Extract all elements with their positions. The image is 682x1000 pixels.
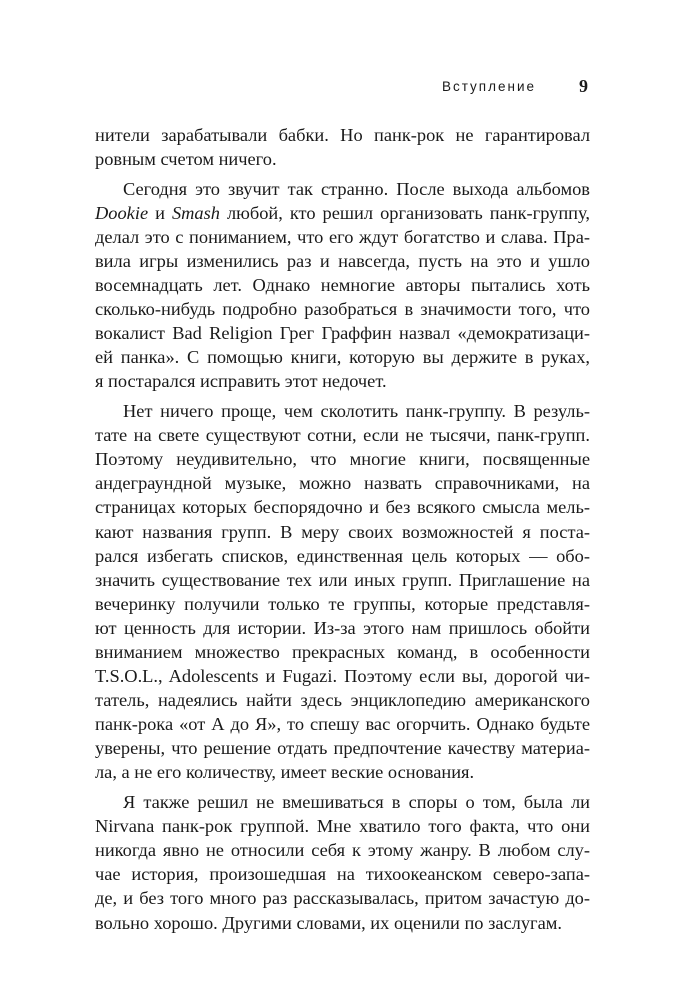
- text-line: де, и без того много раз рассказывалась, притом зачастую до-: [95, 888, 590, 909]
- text-line: вокалист Bad Religion Грег Граффин назвал «демократизаци-: [95, 323, 590, 344]
- paragraph: [95, 399, 590, 785]
- text-line: рался избегать списков, единственная цель которых — обо-: [95, 545, 590, 566]
- text-line: значить существование тех или иных групп. Приглашение на: [95, 569, 590, 590]
- text-line: ей панка». С помощью книги, которую вы держите в руках,: [95, 347, 590, 368]
- running-head: [0, 77, 588, 101]
- text-line: нители зарабатывали бабки. Но панк-рок не гарантировал: [95, 125, 590, 145]
- text-line: Я также решил не вмешиваться в споры о том, была ли: [123, 792, 590, 813]
- text-line: восемнадцать лет. Однако немногие авторы пытались хоть: [95, 275, 590, 296]
- text-line: андеграундной музыке, можно назвать справочниками, на: [95, 473, 590, 494]
- text-line: вечеринку получили только те группы, которые представля-: [95, 593, 590, 614]
- text-line: панк-рока «от А до Я», то спешу вас огорчить. Однако будьте: [95, 714, 590, 735]
- text-line: Сегодня это звучит так странно. После выхода альбомов: [123, 178, 590, 199]
- text-line: уверены, что решение отдать предпочтение качеству материа-: [95, 738, 590, 759]
- text-line: никогда явно не относили себя к этому жанру. В любом слу-: [95, 840, 590, 861]
- album-title: Dookie: [95, 202, 149, 223]
- text-line: ют ценность для истории. Из-за этого нам пришлось обойти: [95, 617, 590, 638]
- text-line: кают названия групп. В меру своих возможностей я поста-: [95, 521, 590, 542]
- text-line: сколько-нибудь подробно разобраться в значимости того, что: [95, 299, 590, 320]
- paragraph: [95, 123, 590, 171]
- album-title: Smash: [171, 202, 220, 223]
- text-line: вила игры изменились раз и навсегда, пусть на это и ушло: [95, 250, 590, 271]
- paragraph: [95, 790, 590, 935]
- text-line: татель, надеялись найти здесь энциклопедию американского: [95, 690, 590, 711]
- text-line: T.S.O.L., Adolescents и Fugazi. Поэтому если вы, дорогой чи-: [95, 666, 590, 687]
- text-line: я постарался исправить этот недочет.: [95, 371, 387, 392]
- text-line: Dookie и Smash любой, кто решил организовать панк-группу,: [95, 202, 590, 223]
- text-line: Nirvana панк-рок группой. Мне хватило того факта, что они: [95, 816, 590, 837]
- text-line: Поэтому неудивительно, что многие книги, посвященные: [95, 449, 590, 470]
- text-line: вольно хорошо. Другими словами, их оценили по заслугам.: [95, 912, 562, 933]
- text-line: чае история, произошедшая на тихоокеанском северо-запа-: [95, 864, 590, 885]
- text-line: делал это с пониманием, что его ждут богатство и слава. Пра-: [95, 226, 590, 247]
- text-line: Нет ничего проще, чем сколотить панк-группу. В резуль-: [123, 401, 590, 422]
- page-number: 9: [579, 76, 588, 96]
- text-line: ровным счетом ничего.: [95, 149, 277, 170]
- text-line: страницах которых беспорядочно и без всякого смысла мель-: [95, 497, 590, 518]
- section-title: Вступление: [441, 79, 536, 94]
- text-line: тате на свете существуют сотни, если не тысячи, панк-групп.: [95, 425, 590, 446]
- text-line: вниманием множество прекрасных команд, в особенности: [95, 641, 590, 662]
- paragraph: [95, 177, 590, 394]
- text-line: ла, а не его количеству, имеет веские основания.: [95, 762, 475, 783]
- body-text: [95, 123, 590, 935]
